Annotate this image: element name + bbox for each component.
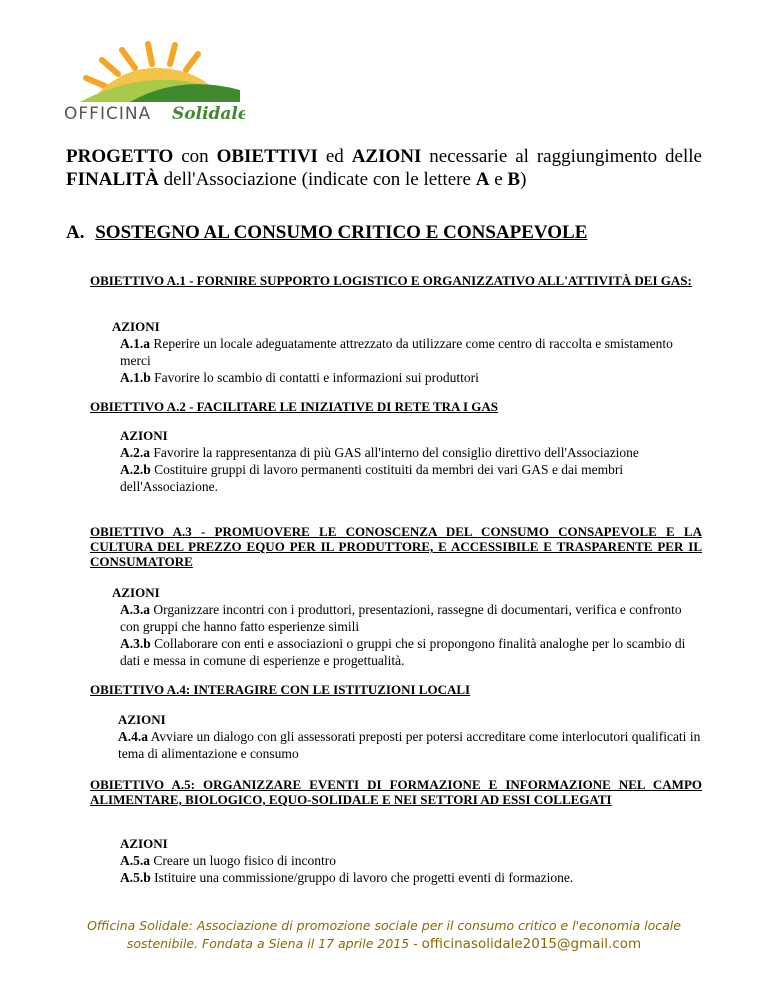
objective-title: OBIETTIVO A.2 - FACILITARE LE INIZIATIVE DI RETE TRA I GAS [90,399,499,414]
footer-line: sostenibile. Fondata a Siena il 17 aprile 2015 - officinasolidale2015@gmail.com [126,936,642,952]
officina-solidale-logo [60,40,245,122]
action-item: A.2.a Favorire la rappresentanza di più GAS all'interno del consiglio direttivo dell'Associazione [120,445,639,460]
intro-word: A [475,169,490,190]
action-item: A.5.b Istituire una commissione/gruppo di lavoro che progetti eventi di formazione. [120,870,574,885]
action-item: A.1.b Favorire lo scambio di contatti e informazioni sui produttori [120,370,479,385]
logo-text-officina: OFFICINA [64,104,152,122]
page-footer [0,917,768,953]
action-item: A.1.a Reperire un locale adeguatamente attrezzato da utilizzare come centro di raccolta e smistamento merci [120,336,673,368]
section-heading [66,222,587,244]
actions-block [120,835,702,886]
azioni-label: AZIONI [120,836,168,851]
intro-text: necessarie al raggiungimento delle [421,146,702,167]
intro-word: AZIONI [351,146,422,167]
objective-title: OBIETTIVO A.1 - FORNIRE SUPPORTO LOGISTICO E ORGANIZZATIVO ALL'ATTIVITÀ DEI GAS: [90,273,692,288]
intro-text: dell'Associazione (indicate con le lettere [158,169,476,190]
action-item: A.3.a Organizzare incontri con i produttori, presentazioni, rassegne di documentari, verifica e confronto con gruppi che hanno fatto esperienze simili [120,602,682,634]
action-item: A.5.a Creare un luogo fisico di incontro [120,853,336,868]
action-item: A.2.b Costituire gruppi di lavoro permanenti costituiti da membri dei vari GAS e dai membri dell'Associazione. [120,462,624,494]
action-item: A.4.a Avviare un dialogo con gli assessorati preposti per potersi accreditare come interlocutori qualificati in tema di alimentazione e consumo [118,729,701,761]
section-prefix: A. [66,222,85,243]
objective-title: OBIETTIVO A.5: ORGANIZZARE EVENTI DI FORMAZIONE E INFORMAZIONE NEL CAMPO ALIMENTARE, BIOLOGICO, EQUO-SOLIDALE E NEI SETTORI AD ESSI COLLEGATI [90,777,702,807]
footer-line: Officina Solidale: Associazione di promozione sociale per il consumo critico e l'economia locale [87,918,681,933]
azioni-label: AZIONI [118,712,166,727]
actions-block [112,318,702,386]
objective-title: OBIETTIVO A.3 - PROMUOVERE LE CONOSCENZA DEL CONSUMO CONSAPEVOLE E LA CULTURA DEL PREZZO EQUO PER IL PRODUTTORE, E ACCESSIBILE E TRASPARENTE PER IL CONSUMATORE [90,524,702,569]
action-item: A.3.b Collaborare con enti e associazioni o gruppi che si propongono finalità analoghe per lo scambio di dati e messa in comune di esperienze e progettualità. [120,636,686,668]
azioni-label: AZIONI [120,428,168,443]
section-title: SOSTEGNO AL CONSUMO CRITICO E CONSAPEVOLE [95,222,588,243]
actions-block [118,711,702,762]
intro-text: ) [520,169,527,190]
intro-word: OBIETTIVI [216,146,318,167]
objective-title: OBIETTIVO A.4: INTERAGIRE CON LE ISTITUZIONI LOCALI [90,682,471,697]
intro-paragraph [66,145,702,191]
footer-email-link[interactable]: officinasolidale2015@gmail.com [421,936,642,952]
intro-word: FINALITÀ [66,169,159,190]
actions-block [120,427,702,495]
logo-text-solidale: Solidale [172,104,245,122]
azioni-label: AZIONI [112,319,160,334]
intro-text: con [173,146,217,167]
intro-word: B [507,169,521,190]
sun-hills-icon [60,40,245,122]
azioni-label: AZIONI [112,585,160,600]
intro-text: ed [317,146,352,167]
intro-text: e [489,169,508,190]
actions-block [112,584,702,669]
intro-word: PROGETTO [66,146,174,167]
